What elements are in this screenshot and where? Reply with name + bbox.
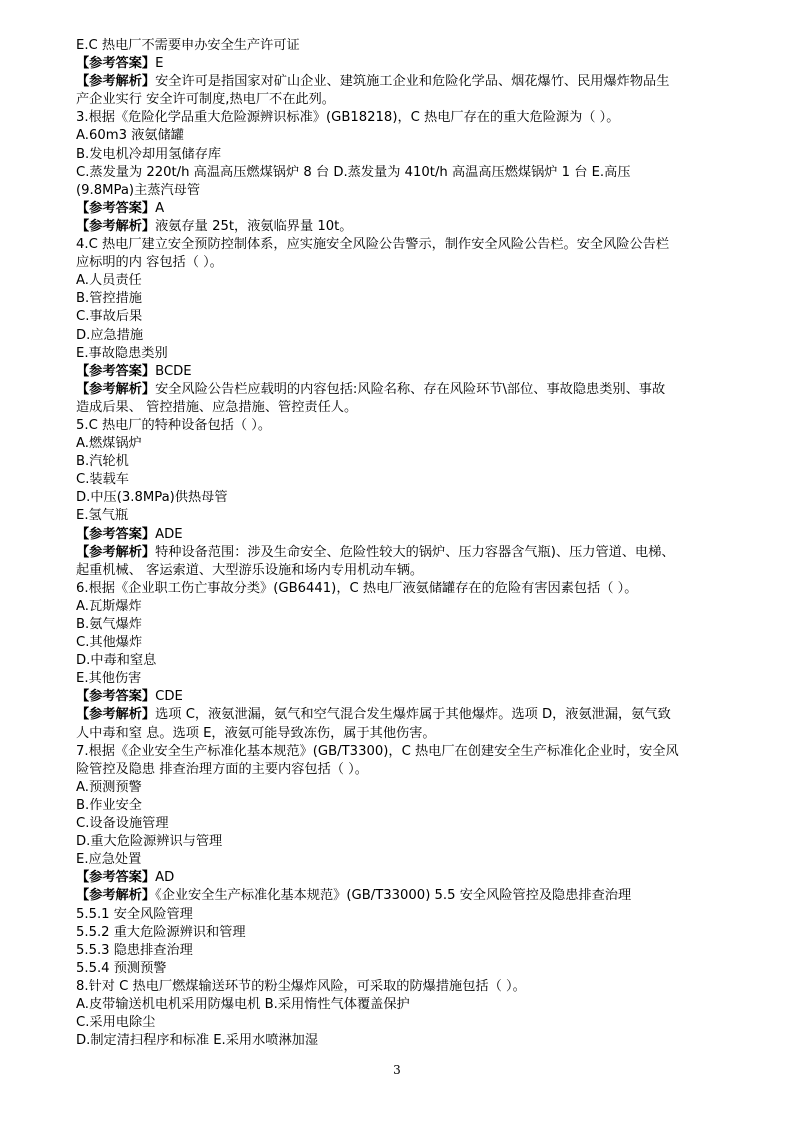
analysis-line <box>76 887 726 905</box>
line-text: 5.5.1 安全风险管理 <box>76 906 193 922</box>
line-text: E.氢气瓶 <box>76 508 129 524</box>
text-line <box>76 580 726 598</box>
line-text: D.中毒和窒息 <box>76 653 157 669</box>
section-tag: 【参考答案】 <box>76 56 156 72</box>
text-line <box>76 598 726 616</box>
line-text: E.事故隐患类别 <box>76 345 168 361</box>
text-line <box>76 272 726 290</box>
line-text: B.作业安全 <box>76 797 142 813</box>
line-text: D.应急措施 <box>76 327 144 343</box>
text-line <box>76 725 726 743</box>
line-text: C.采用电除尘 <box>76 1015 156 1031</box>
answer-line <box>76 869 726 887</box>
section-tag: 【参考答案】 <box>76 526 156 542</box>
text-line <box>76 634 726 652</box>
text-line <box>76 91 726 109</box>
line-text: A.燃煤锅炉 <box>76 436 142 452</box>
text-line <box>76 471 726 489</box>
line-text: ADE <box>155 526 183 542</box>
text-line <box>76 797 726 815</box>
section-tag: 【参考解析】 <box>76 381 156 397</box>
text-line <box>76 906 726 924</box>
line-text: 安全许可是指国家对矿山企业、建筑施工企业和危险化学品、烟花爆竹、民用爆炸物品生 <box>155 74 670 90</box>
line-text: 人中毒和窒 息。选项 E，液氨可能导致冻伤，属于其他伤害。 <box>76 725 436 741</box>
line-text: B.管控措施 <box>76 291 142 307</box>
section-tag: 【参考解析】 <box>76 74 156 90</box>
document-page <box>76 37 726 1050</box>
line-text: 液氨存量 25t，液氨临界量 10t。 <box>155 218 353 234</box>
analysis-line <box>76 218 726 236</box>
line-text: 选项 C，液氨泄漏，氨气和空气混合发生爆炸属于其他爆炸。选项 D，液氨泄漏，氨气致 <box>155 707 671 723</box>
line-text: 5.5.2 重大危险源辨识和管理 <box>76 924 246 940</box>
section-tag: 【参考答案】 <box>76 363 156 379</box>
text-line <box>76 109 726 127</box>
line-text: 造成后果、 管控措施、应急措施、管控责任人。 <box>76 399 358 415</box>
text-line <box>76 254 726 272</box>
line-text: 5.5.3 隐患排查治理 <box>76 942 193 958</box>
text-line <box>76 417 726 435</box>
line-text: C.其他爆炸 <box>76 635 143 651</box>
answer-line <box>76 55 726 73</box>
text-line <box>76 164 726 182</box>
line-text: E.其他伤害 <box>76 671 142 687</box>
line-text: AD <box>155 870 175 886</box>
text-line <box>76 1032 726 1050</box>
text-line <box>76 182 726 200</box>
line-text: 《企业安全生产标准化基本规范》(GB/T33000) 5.5 安全风险管控及隐患排查治理 <box>155 888 632 904</box>
line-text: CDE <box>155 689 183 705</box>
text-line <box>76 996 726 1014</box>
line-text: A.预测预警 <box>76 779 142 795</box>
text-line <box>76 761 726 779</box>
text-line <box>76 562 726 580</box>
text-line <box>76 507 726 525</box>
line-text: B.汽轮机 <box>76 454 129 470</box>
line-text: (9.8MPa)主蒸汽母管 <box>76 182 201 198</box>
line-text: E.C 热电厂不需要申办安全生产许可证 <box>76 38 300 53</box>
analysis-line <box>76 706 726 724</box>
line-text: 4.C 热电厂建立安全预防控制体系，应实施安全风险公告警示，制作安全风险公告栏。安全风险公告栏 <box>76 237 670 253</box>
text-line <box>76 290 726 308</box>
line-text: 5.C 热电厂的特种设备包括（ ）。 <box>76 417 272 433</box>
line-text: D.重大危险源辨识与管理 <box>76 834 223 850</box>
text-line <box>76 833 726 851</box>
section-tag: 【参考答案】 <box>76 870 156 886</box>
text-line <box>76 1014 726 1032</box>
section-tag: 【参考解析】 <box>76 544 156 560</box>
line-text: E.应急处置 <box>76 852 142 868</box>
text-line <box>76 435 726 453</box>
text-line <box>76 652 726 670</box>
line-text: 8.针对 C 热电厂燃煤输送环节的粉尘爆炸风险，可采取的防爆措施包括（ ）。 <box>76 978 526 994</box>
line-text: C.事故后果 <box>76 309 143 325</box>
section-tag: 【参考解析】 <box>76 888 156 904</box>
line-text: A.皮带输送机电机采用防爆电机 B.采用惰性气体覆盖保护 <box>76 996 410 1012</box>
text-line <box>76 399 726 417</box>
line-text: 5.5.4 预测预警 <box>76 960 167 976</box>
text-line <box>76 616 726 634</box>
line-text: 7.根据《企业安全生产标准化基本规范》(GB/T3300)，C 热电厂在创建安全生产标准化企业时，安全风 <box>76 743 679 759</box>
line-text: A.人员责任 <box>76 273 142 289</box>
analysis-line <box>76 544 726 562</box>
line-text: A.60m3 液氨储罐 <box>76 128 184 144</box>
line-text: 险管控及隐患 排查治理方面的主要内容包括（ ）。 <box>76 761 368 777</box>
line-text: C.装载车 <box>76 472 129 488</box>
text-line <box>76 743 726 761</box>
answer-line <box>76 200 726 218</box>
text-line <box>76 960 726 978</box>
line-text: 产企业实行 安全许可制度,热电厂不在此列。 <box>76 92 335 108</box>
line-text: B.发电机冷却用氢储存库 <box>76 146 222 162</box>
line-text: A.瓦斯爆炸 <box>76 598 142 614</box>
answer-line <box>76 363 726 381</box>
text-line <box>76 924 726 942</box>
line-text: B.氨气爆炸 <box>76 617 142 632</box>
line-text: D.中压(3.8MPa)供热母管 <box>76 490 228 506</box>
line-text: BCDE <box>155 363 192 379</box>
line-text: C.蒸发量为 220t/h 高温高压燃煤锅炉 8 台 D.蒸发量为 410t/h 高温高压燃煤锅炉 1 台 E.高压 <box>76 164 631 180</box>
text-line <box>76 453 726 471</box>
line-text: 安全风险公告栏应载明的内容包括:风险名称、存在风险环节\部位、事故隐患类别、事故 <box>155 381 666 397</box>
answer-line <box>76 688 726 706</box>
section-tag: 【参考答案】 <box>76 689 156 705</box>
text-line <box>76 236 726 254</box>
text-line <box>76 815 726 833</box>
text-line <box>76 851 726 869</box>
text-line <box>76 978 726 996</box>
line-text: A <box>155 200 165 216</box>
text-line <box>76 146 726 164</box>
text-line <box>76 489 726 507</box>
text-line <box>76 779 726 797</box>
line-text: D.制定清扫程序和标准 E.采用水喷淋加湿 <box>76 1033 319 1049</box>
line-text: 应标明的内 容包括（ ）。 <box>76 255 223 271</box>
text-line <box>76 308 726 326</box>
section-tag: 【参考解析】 <box>76 218 156 234</box>
line-text: E <box>155 56 164 72</box>
section-tag: 【参考答案】 <box>76 200 156 216</box>
section-tag: 【参考解析】 <box>76 707 156 723</box>
line-text: 6.根据《企业职工伤亡事故分类》(GB6441)，C 热电厂液氨储罐存在的危险有害因素包括（ ）。 <box>76 580 638 596</box>
text-line <box>76 670 726 688</box>
analysis-line <box>76 381 726 399</box>
line-text: C.设备设施管理 <box>76 816 169 832</box>
line-text: 起重机械、 客运索道、大型游乐设施和场内专用机动车辆。 <box>76 562 424 578</box>
text-line <box>76 942 726 960</box>
page-number: 3 <box>393 1063 401 1077</box>
line-text: 3.根据《危险化学品重大危险源辨识标准》(GB18218)，C 热电厂存在的重大危险源为（ ）。 <box>76 110 620 126</box>
analysis-line <box>76 73 726 91</box>
text-line <box>76 37 726 55</box>
text-line <box>76 127 726 145</box>
text-line <box>76 345 726 363</box>
text-line <box>76 327 726 345</box>
answer-line <box>76 526 726 544</box>
line-text: 特种设备范围：涉及生命安全、危险性较大的锅炉、压力容器含气瓶)、压力管道、电梯、 <box>155 544 675 560</box>
